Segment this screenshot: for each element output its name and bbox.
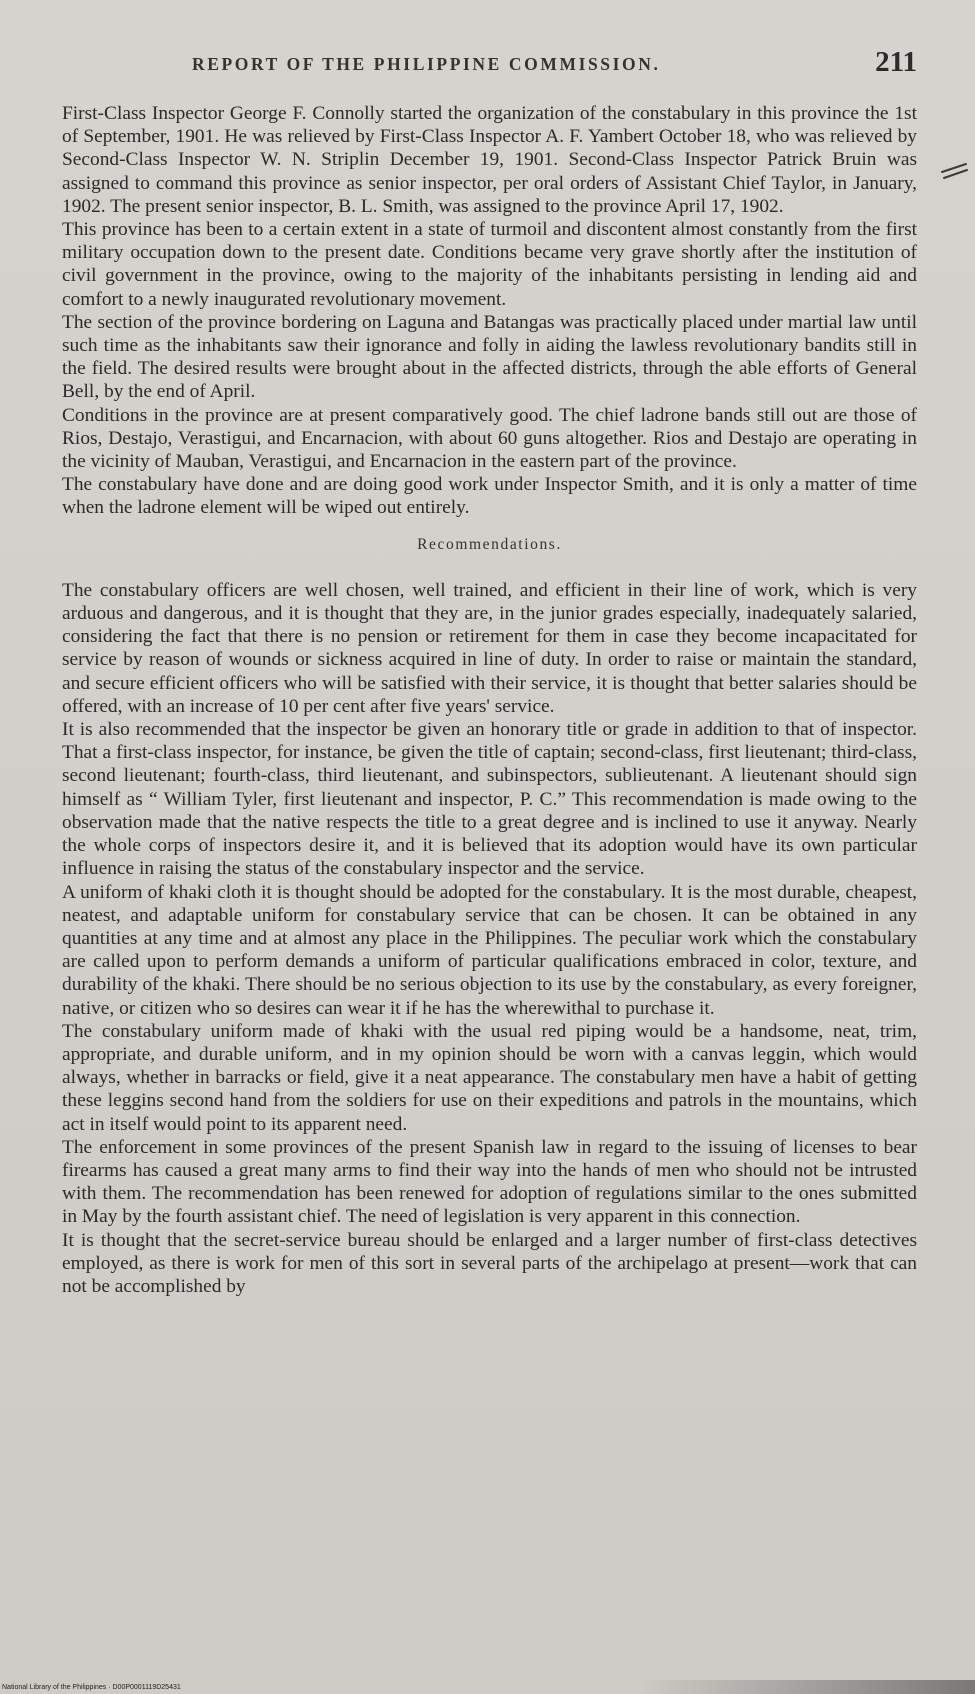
recommendation-paragraph: The enforcement in some provinces of the present Spanish law in regard to the issuing of licenses to bear firearms has caused a great many arms to find their way into the hands of men who should not be intrusted with them. The recommendation has been renewed for adoption of regulations similar to the ones submitted in May by the fourth assistant chief. The need of legislation is very apparent in this connection. (62, 1136, 917, 1228)
section-heading: Recommendations. (417, 535, 562, 553)
body-paragraph: The section of the province bordering on Laguna and Batangas was practically placed under martial law until such time as the inhabitants saw their ignorance and folly in aiding the lawless revolutionary bandits still in the field. The desired results were brought about in the affected districts, through the able efforts of General Bell, by the end of April. (62, 311, 917, 403)
pencil-mark-icon (940, 158, 970, 188)
recommendation-paragraph: The constabulary officers are well chosen, well trained, and efficient in their line of work, which is very arduous and dangerous, and it is thought that they are, in the junior grades especially, inadequately salaried, considering the fact that there is no pension or retirement for them in case they become incapacitated for service by reason of wounds or sickness acquired in line of duty. In order to raise or maintain the standard, and secure efficient officers who will be satisfied with their service, it is thought that better salaries should be offered, with an increase of 10 per cent after five years' service. (62, 579, 917, 717)
scan-edge-shadow (640, 1680, 975, 1694)
recommendation-paragraph: It is also recommended that the inspector be given an honorary title or grade in addition to that of inspector. That a first-class inspector, for instance, be given the title of captain; second-class, first lieutenant; third-class, second lieutenant; fourth-class, third lieutenant, and subinspectors, sublieutenant. A lieutenant should sign himself as “ William Tyler, first lieutenant and inspector, P. C.” This recommendation is made owing to the observation made that the native respects the title to a great degree and is inclined to use it anyway. Nearly the whole corps of inspectors desire it, and it is believed that its adoption would have its own particular influence in raising the status of the constabulary inspector and the service. (62, 719, 917, 880)
page-body (62, 102, 917, 1298)
body-paragraph: Conditions in the province are at present comparatively good. The chief ladrone bands still out are those of Rios, Destajo, Verastigui, and Encarnacion, with about 60 guns altogether. Rios and Destajo are operating in the vicinity of Mauban, Verastigui, and Encarnacion in the eastern part of the province. (62, 404, 917, 473)
page-header (62, 46, 917, 86)
recommendation-paragraph: It is thought that the secret-service bureau should be enlarged and a larger number of first-class detectives employed, as there is work for men of this sort in several parts of the archipelago at present—work that can not be accomplished by (62, 1229, 917, 1297)
running-head: REPORT OF THE PHILIPPINE COMMISSION. (192, 54, 661, 74)
page-number: 211 (875, 46, 917, 78)
scan-footer: National Library of the Philippines · D00P0001119D25431 (2, 1684, 181, 1691)
recommendation-paragraph: A uniform of khaki cloth it is thought should be adopted for the constabulary. It is the most durable, cheapest, neatest, and adaptable uniform for constabulary service that can be chosen. It can be obtained in any quantities at any time and at almost any place in the Philippines. The peculiar work which the constabulary are called upon to perform demands a uniform of particular qualifications embraced in color, texture, and durability of the khaki. There should be no serious objection to its use by the constabulary, as every foreigner, native, or citizen who so desires can wear it if he has the wherewithal to purchase it. (62, 881, 917, 1019)
recommendation-paragraph: The constabulary uniform made of khaki with the usual red piping would be a handsome, neat, trim, appropriate, and durable uniform, and in my opinion should be worn with a canvas leggin, which would always, whether in barracks or field, give it a neat appearance. The constabulary men have a habit of getting these leggins second hand from the soldiers for use on their expeditions and patrols in the mountains, which act in itself would point to its apparent need. (62, 1020, 917, 1135)
body-paragraph: This province has been to a certain extent in a state of turmoil and discontent almost constantly from the first military occupation down to the present date. Conditions became very grave shortly after the institution of civil government in the province, owing to the majority of the inhabitants persisting in lending aid and comfort to a newly inaugurated revolutionary movement. (62, 219, 917, 310)
body-paragraph: First-Class Inspector George F. Connolly started the organization of the constabulary in this province the 1st of September, 1901. He was relieved by First-Class Inspector A. F. Yambert October 18, who was relieved by Second-Class Inspector W. N. Striplin December 19, 1901. Second-Class Inspector Patrick Bruin was assigned to command this province as senior inspector, per oral orders of Assistant Chief Taylor, in January, 1902. The present senior inspector, B. L. Smith, was assigned to the province April 17, 1902. (62, 103, 917, 217)
body-paragraph: The constabulary have done and are doing good work under Inspector Smith, and it is only a matter of time when the ladrone element will be wiped out entirely. (62, 474, 917, 519)
